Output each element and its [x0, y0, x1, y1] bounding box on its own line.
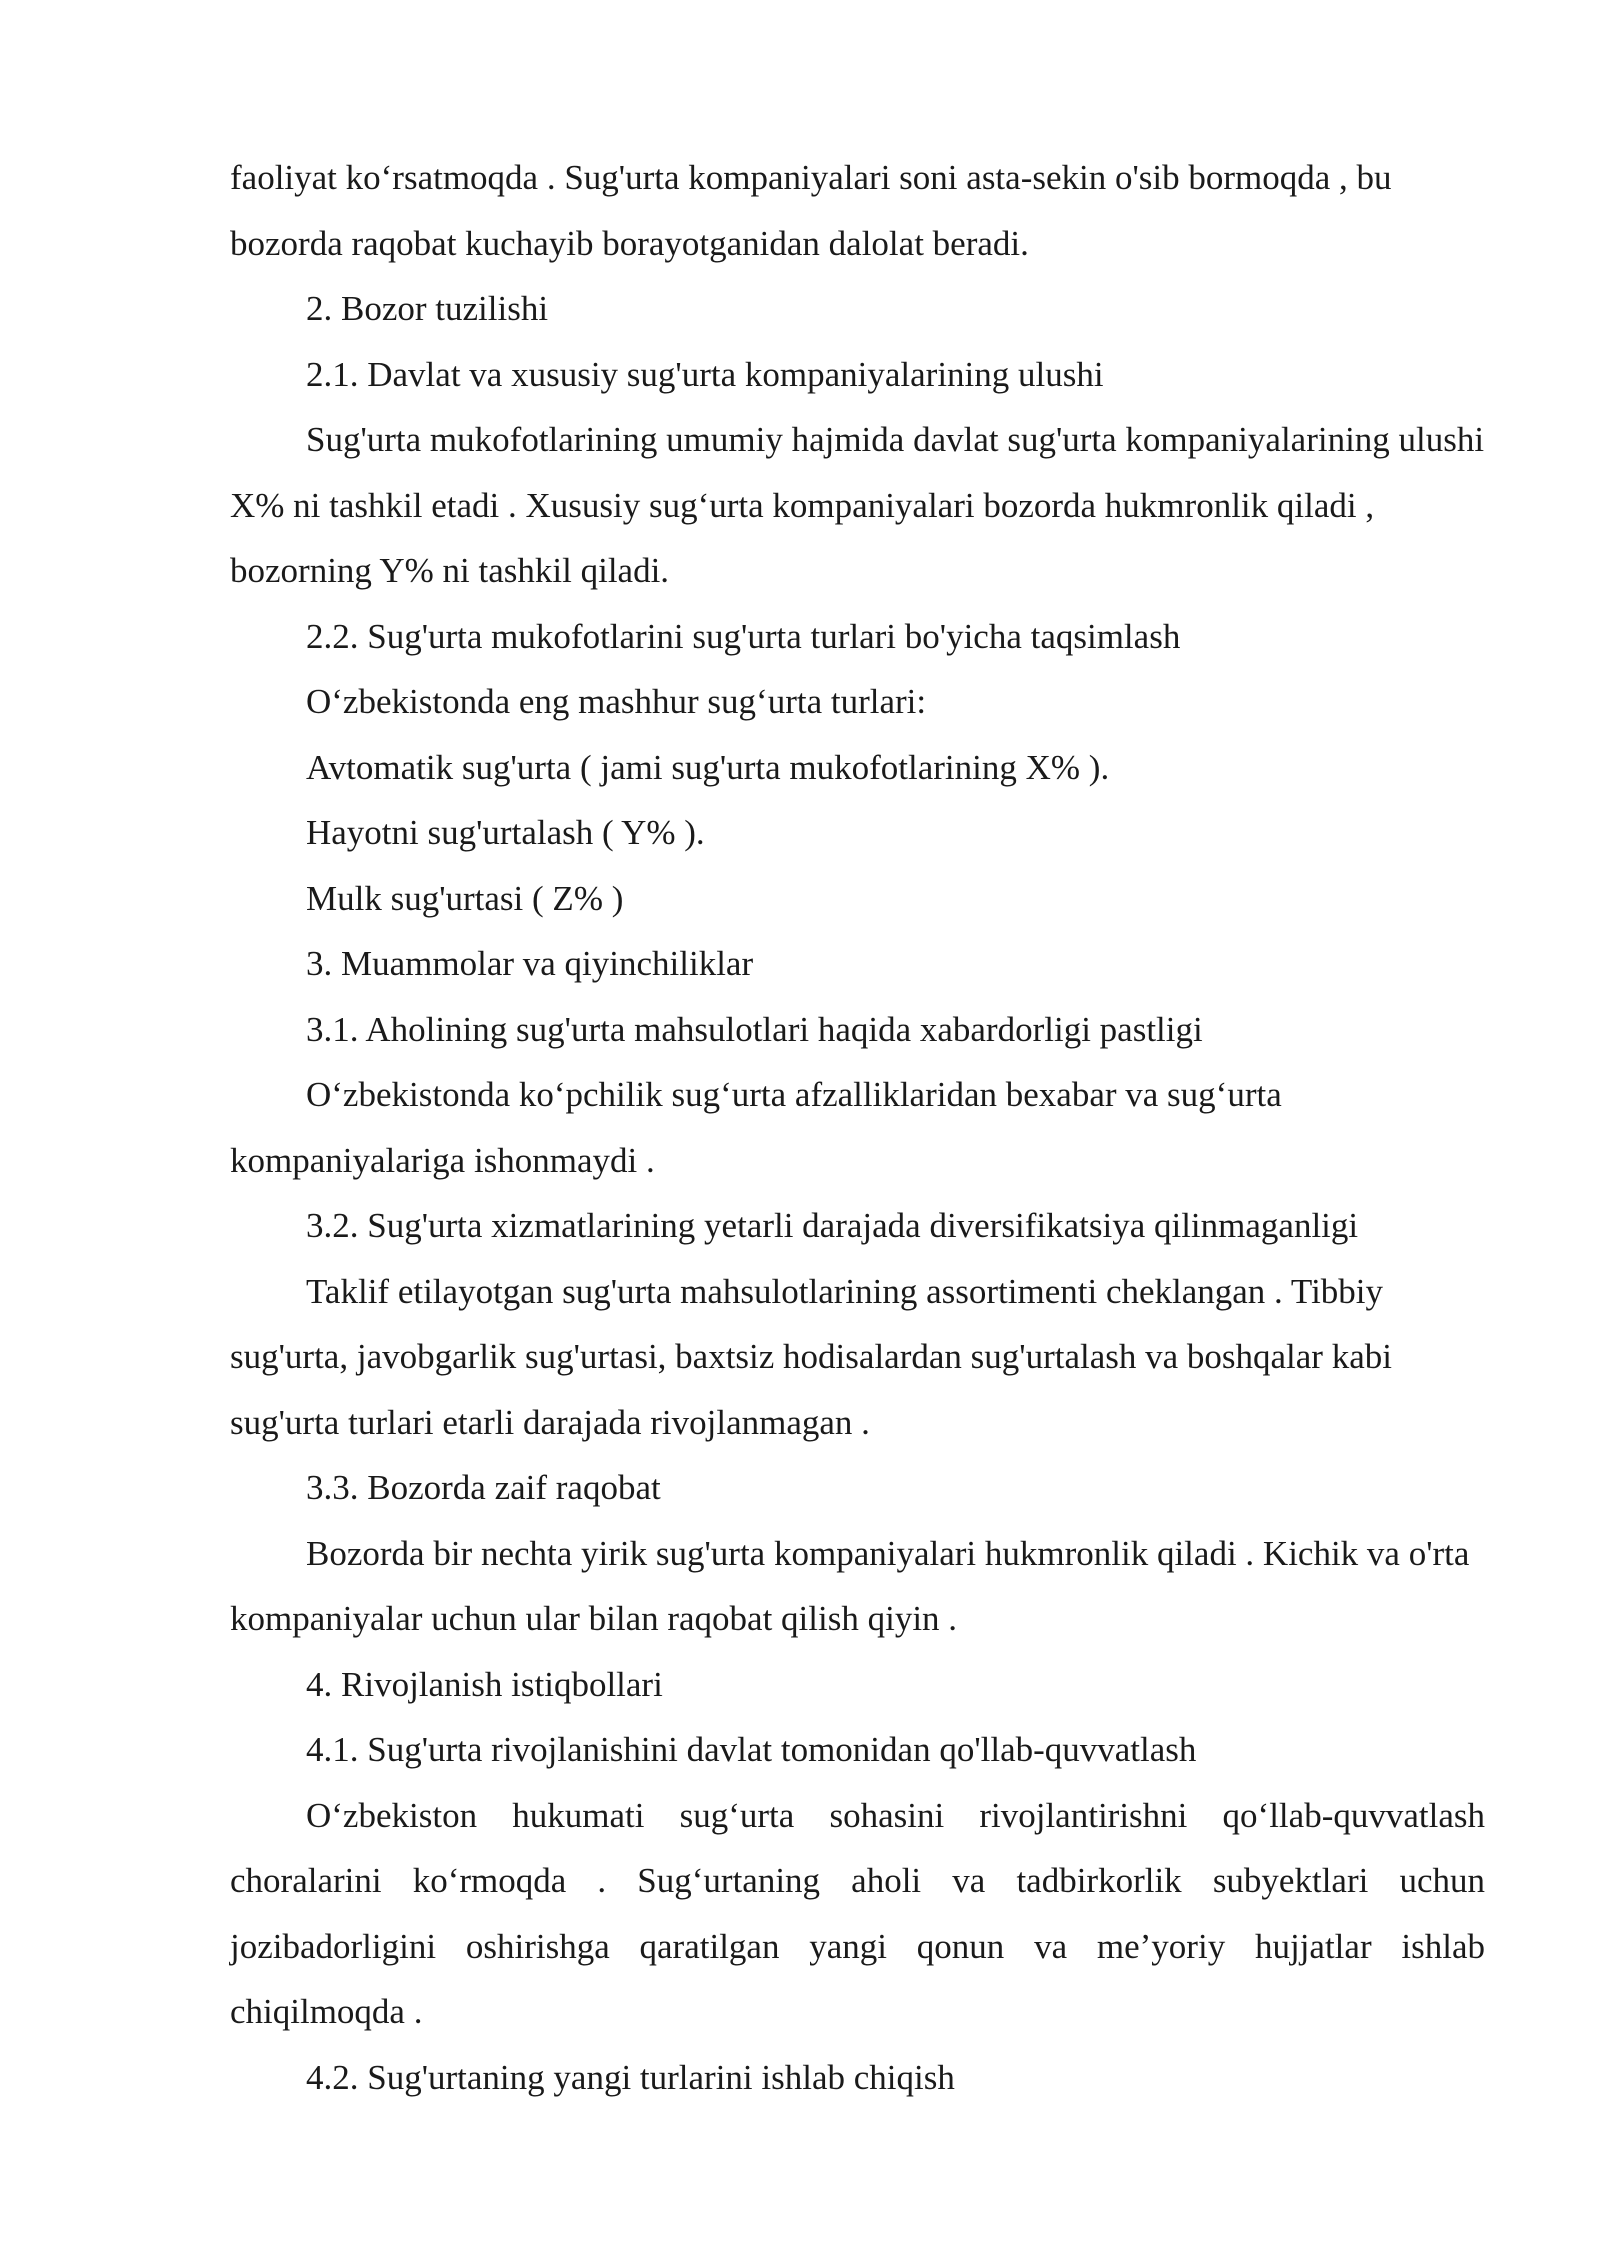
section-heading-3: 3. Muammolar va qiyinchiliklar — [306, 944, 754, 983]
paragraph-continuation: faoliyat ko‘rsatmoqda . Sug'urta kompaniyalari soni asta-sekin o'sib bormoqda , bu bozorda raqobat kuchayib borayotganidan dalolat beradi. — [230, 158, 1392, 263]
section-heading-2: 2. Bozor tuzilishi — [306, 289, 549, 328]
list-item: Mulk sug'urtasi ( Z% ) — [306, 878, 624, 918]
paragraph: Sug'urta mukofotlarining umumiy hajmida davlat sug'urta kompaniyalarining ulushi X% ni tashkil etadi . Xususiy sug‘urta kompaniyalari bozorda hukmronlik qiladi , bozorning Y% ni tashkil qiladi. — [230, 420, 1485, 590]
paragraph: Bozorda bir nechta yirik sug'urta kompaniyalari hukmronlik qiladi . Kichik va o'rta kompaniyalar uchun ular bilan raqobat qilish qiyin . — [230, 1533, 1470, 1638]
document-body — [230, 145, 1485, 2110]
subsection-heading-3-3: 3.3. Bozorda zaif raqobat — [306, 1468, 661, 1507]
subsection-heading-2-1: 2.1. Davlat va xususiy sug'urta kompaniyalarining ulushi — [306, 354, 1104, 394]
paragraph: Taklif etilayotgan sug'urta mahsulotlarining assortimenti cheklangan . Tibbiy sug'urta, javobgarlik sug'urtasi, baxtsiz hodisalardan sug'urtalash va boshqalar kabi sug'urta turlari etarli darajada rivojlanmagan . — [230, 1271, 1392, 1442]
subsection-heading-3-2: 3.2. Sug'urta xizmatlarining yetarli darajada diversifikatsiya qilinmaganligi — [306, 1206, 1359, 1245]
subsection-heading-4-2: 4.2. Sug'urtaning yangi turlarini ishlab chiqish — [306, 2057, 955, 2097]
list-item: Hayotni sug'urtalash ( Y% ). — [306, 813, 705, 852]
paragraph: O‘zbekistonda eng mashhur sug‘urta turlari: — [306, 682, 927, 721]
paragraph: O‘zbekistonda ko‘pchilik sug‘urta afzalliklaridan bexabar va sug‘urta kompaniyalariga ishonmaydi . — [230, 1075, 1282, 1180]
subsection-heading-4-1: 4.1. Sug'urta rivojlanishini davlat tomonidan qo'llab-quvvatlash — [306, 1730, 1197, 1769]
section-heading-4: 4. Rivojlanish istiqbollari — [306, 1664, 663, 1704]
paragraph: O‘zbekiston hukumati sug‘urta sohasini rivojlantirishni qo‘llab-quvvatlash choralarini ko‘rmoqda . Sug‘urtaning aholi va tadbirkorlik subyektlari uchun jozibadorligini oshirishga qaratilgan yangi qonun va me’yoriy hujjatlar ishlab chiqilmoqda . — [230, 1795, 1485, 2031]
subsection-heading-3-1: 3.1. Aholining sug'urta mahsulotlari haqida xabardorligi pastligi — [306, 1009, 1203, 1049]
subsection-heading-2-2: 2.2. Sug'urta mukofotlarini sug'urta turlari bo'yicha taqsimlash — [306, 616, 1181, 656]
list-item: Avtomatik sug'urta ( jami sug'urta mukofotlarining X% ). — [306, 747, 1110, 787]
